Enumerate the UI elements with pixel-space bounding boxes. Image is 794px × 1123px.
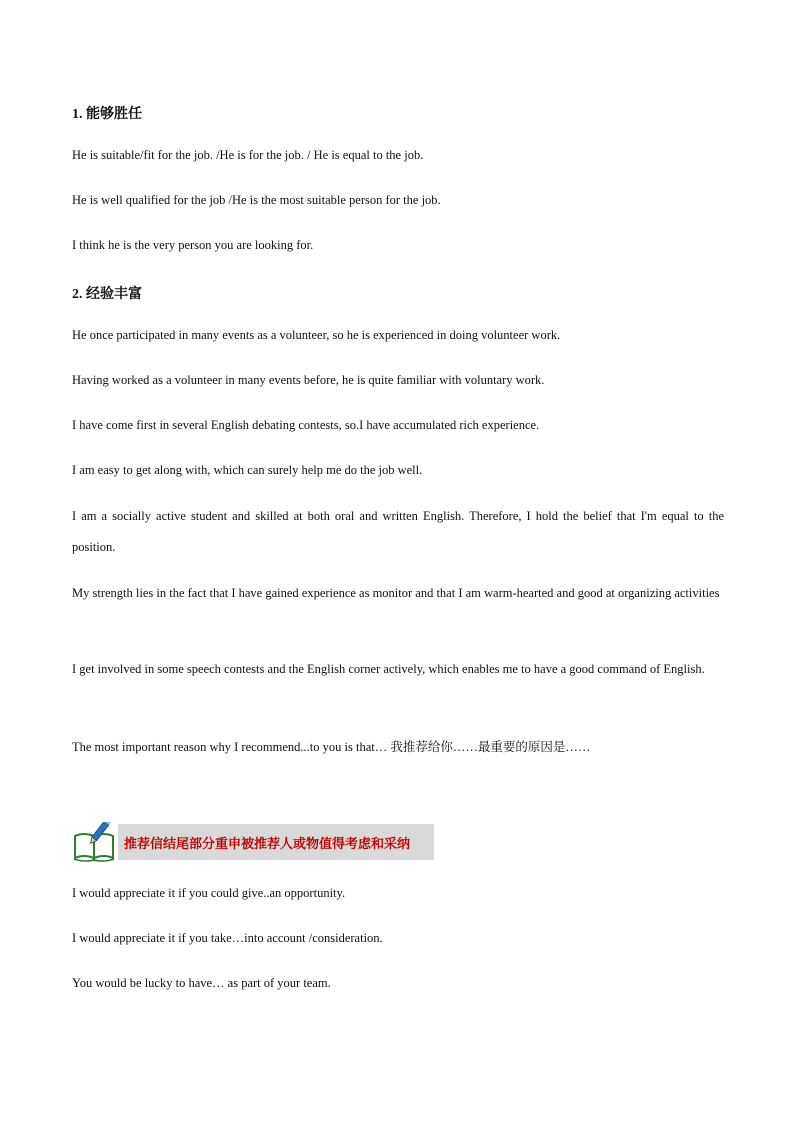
section-heading-2: 2. 经验丰富 <box>72 287 142 302</box>
sentence-line: He is well qualified for the job /He is the most suitable person for the job. <box>72 193 441 207</box>
sentence-line: Having worked as a volunteer in many events before, he is quite familiar with voluntary work. <box>72 373 545 387</box>
sentence-line: I am easy to get along with, which can surely help me do the job well. <box>72 463 423 477</box>
sentence-paragraph: I get involved in some speech contests and the English corner actively, which enables me to have a good command of English. <box>72 662 705 676</box>
section-heading-1: 1. 能够胜任 <box>72 107 142 122</box>
section-banner <box>72 822 434 862</box>
banner-strip <box>118 824 434 860</box>
sentence-line: I would appreciate it if you could give..an opportunity. <box>72 886 346 900</box>
sentence-line: You would be lucky to have… as part of your team. <box>72 976 331 990</box>
sentence-paragraph: My strength lies in the fact that I have gained experience as monitor and that I am warm-hearted and good at organizing activities <box>72 586 720 600</box>
sentence-line: He is suitable/fit for the job. /He is for the job. / He is equal to the job. <box>72 148 424 162</box>
sentence-line: I think he is the very person you are looking for. <box>72 238 314 252</box>
book-pencil-icon <box>72 822 118 862</box>
sentence-line: I have come first in several English debating contests, so.I have accumulated rich experience. <box>72 418 540 432</box>
sentence-line: The most important reason why I recommend...to you is that… 我推荐给你……最重要的原因是…… <box>72 740 591 754</box>
sentence-line: He once participated in many events as a volunteer, so he is experienced in doing volunteer work. <box>72 328 561 342</box>
banner-title: 推荐信结尾部分重申被推荐人或物值得考虑和采纳 <box>124 837 411 852</box>
sentence-paragraph: I am a socially active student and skilled at both oral and written English. Therefore, I hold the belief that I'm equal to the position. <box>72 509 724 554</box>
sentence-line: I would appreciate it if you take…into account /consideration. <box>72 931 383 945</box>
